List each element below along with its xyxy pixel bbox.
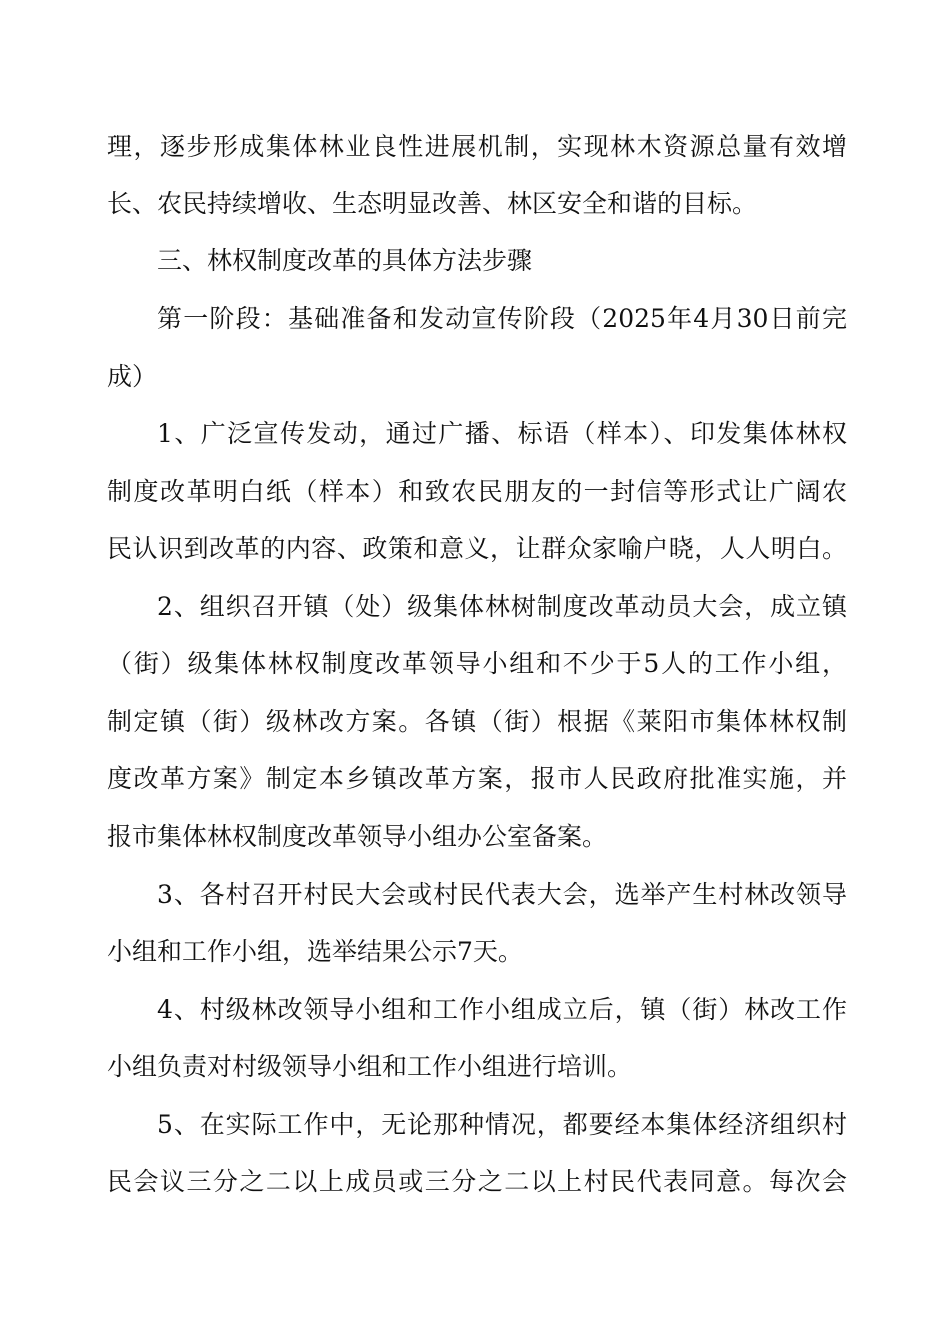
list-item-text: 2、组织召开镇（处）级集体林树制度改革动员大会，成立镇 — [157, 592, 847, 621]
list-item-text: 1、广泛宣传发动，通过广播、标语（样本）、印发集体林权 — [157, 419, 847, 448]
section-heading: 三、林权制度改革的具体方法步骤 — [157, 246, 533, 275]
text-line: 制定镇（街）级林改方案。各镇（街）根据《莱阳市集体林权制 — [107, 707, 847, 736]
text-line: 理，逐步形成集体林业良性进展机制，实现林木资源总量有效增 — [107, 132, 847, 161]
text-line: 成） — [107, 362, 158, 391]
text-line: （街）级集体林权制度改革领导小组和不少于5人的工作小组， — [107, 649, 847, 678]
text-line: 小组负责对村级领导小组和工作小组进行培训。 — [107, 1052, 633, 1081]
text-line: 民会议三分之二以上成员或三分之二以上村民代表同意。每次会 — [107, 1167, 847, 1196]
text-line: 报市集体林权制度改革领导小组办公室备案。 — [107, 822, 608, 851]
text-line: 制度改革明白纸（样本）和致农民朋友的一封信等形式让广阔农 — [107, 477, 847, 506]
list-item-text: 4、村级林改领导小组和工作小组成立后，镇（街）林改工作 — [157, 995, 847, 1024]
stage-heading: 第一阶段：基础准备和发动宣传阶段（2025年4月30日前完 — [157, 304, 847, 333]
list-item-text: 5、在实际工作中，无论那种情况，都要经本集体经济组织村 — [157, 1110, 847, 1139]
text-line: 度改革方案》制定本乡镇改革方案，报市人民政府批准实施，并 — [107, 764, 847, 793]
text-line: 小组和工作小组，选举结果公示7天。 — [107, 937, 523, 966]
text-line: 民认识到改革的内容、政策和意义，让群众家喻户晓，人人明白。 — [107, 534, 847, 563]
list-item-text: 3、各村召开村民大会或村民代表大会，选举产生村林改领导 — [157, 880, 847, 909]
text-line: 长、农民持续增收、生态明显改善、林区安全和谐的目标。 — [107, 189, 758, 218]
